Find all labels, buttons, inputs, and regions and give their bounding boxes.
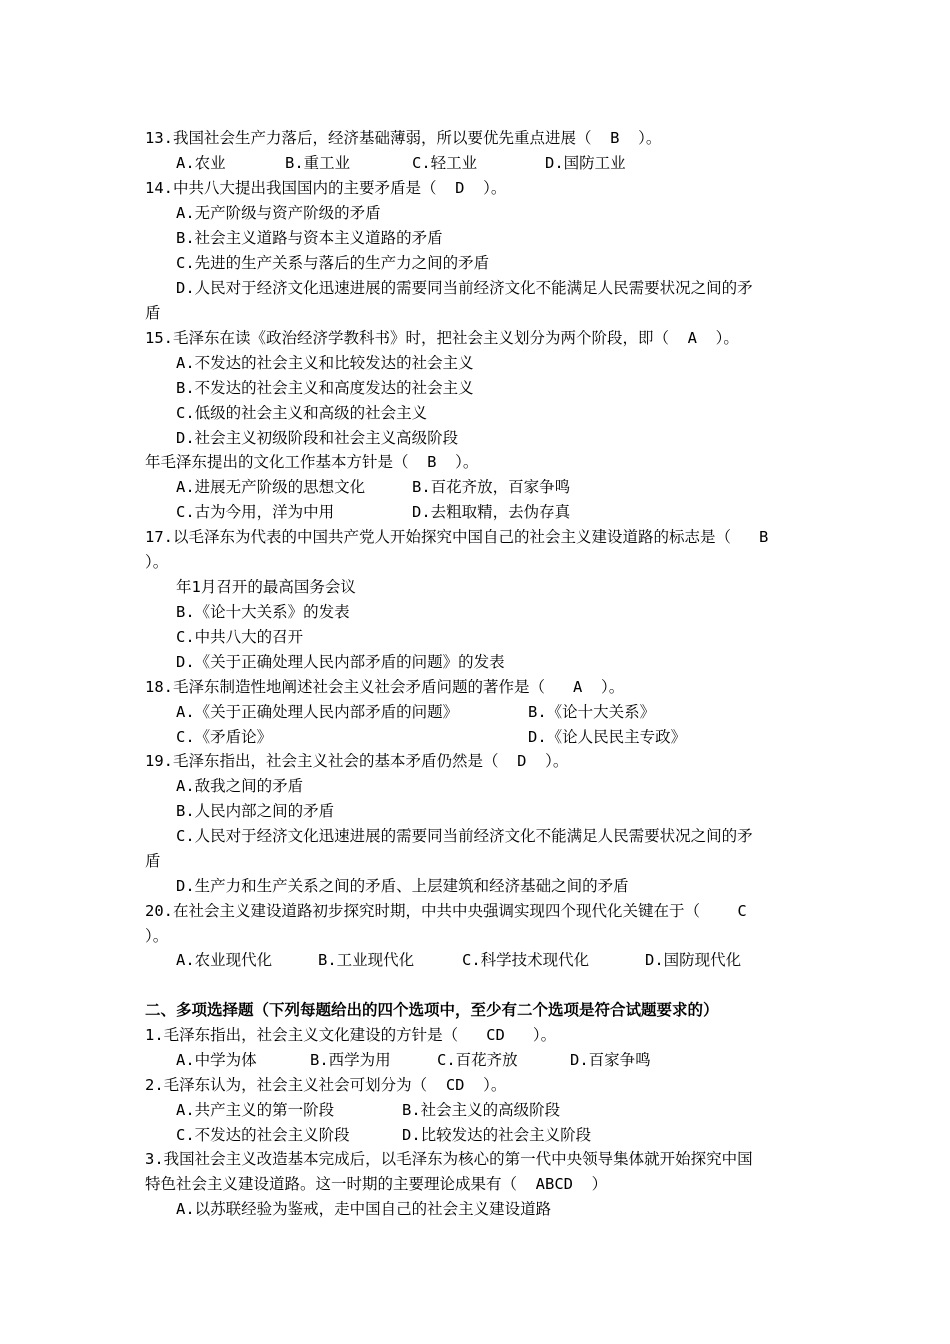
q13-option-a: A.农业 [176,154,226,172]
q17-stem-cont: ）。 [145,553,169,571]
section-heading: 二、多项选择题（下列每题给出的四个选项中，至少有二个选项是符合试题要求的） [145,1001,719,1019]
q15-option-b: B.不发达的社会主义和高度发达的社会主义 [176,379,474,397]
m2-option-a: A.共产主义的第一阶段 [176,1101,335,1119]
q18-option-d: D.《论人民民主专政》 [528,728,687,746]
m1-stem: 1.毛泽东指出，社会主义文化建设的方针是（ CD ）。 [145,1026,557,1044]
m2-option-b: B.社会主义的高级阶段 [402,1101,561,1119]
q19-option-b: B.人民内部之间的矛盾 [176,802,335,820]
q14-stem: 14.中共八大提出我国国内的主要矛盾是（ D ）。 [145,179,507,197]
q16-option-c: C.古为今用，洋为中用 [176,503,335,521]
q17-option-a: 年1月召开的最高国务会议 [176,578,356,596]
q16-option-b: B.百花齐放，百家争鸣 [412,478,571,496]
q19-option-c-cont: 盾 [145,852,161,870]
q16-stem: 年毛泽东提出的文化工作基本方针是（ B ）。 [145,453,479,471]
q14-option-d-cont: 盾 [145,304,161,322]
q13-option-c: C.轻工业 [412,154,478,172]
m1-option-d: D.百家争鸣 [570,1051,651,1069]
q16-option-d: D.去粗取精，去伪存真 [412,503,571,521]
m3-stem-cont: 特色社会主义建设道路。这一时期的主要理论成果有（ ABCD ） [145,1175,608,1193]
q18-option-c: C.《矛盾论》 [176,728,273,746]
q14-option-a: A.无产阶级与资产阶级的矛盾 [176,204,381,222]
q17-stem: 17.以毛泽东为代表的中国共产党人开始探究中国自己的社会主义建设道路的标志是（ B [145,528,769,546]
q13-option-b: B.重工业 [285,154,351,172]
q20-stem-cont: ）。 [145,927,169,945]
q13-stem: 13.我国社会生产力落后，经济基础薄弱，所以要优先重点进展（ B ）。 [145,129,662,147]
q18-stem: 18.毛泽东制造性地阐述社会主义社会矛盾问题的著作是（ A ）。 [145,678,625,696]
q17-option-c: C.中共八大的召开 [176,628,304,646]
q17-option-d: D.《关于正确处理人民内部矛盾的问题》的发表 [176,653,505,671]
q20-option-b: B.工业现代化 [318,951,415,969]
m1-option-c: C.百花齐放 [437,1051,518,1069]
m1-option-a: A.中学为体 [176,1051,257,1069]
q15-stem: 15.毛泽东在读《政治经济学教科书》时，把社会主义划分为两个阶段，即（ A ）。 [145,329,739,347]
q20-option-a: A.农业现代化 [176,951,273,969]
q15-option-d: D.社会主义初级阶段和社会主义高级阶段 [176,429,459,447]
q13-option-d: D.国防工业 [545,154,626,172]
q15-option-a: A.不发达的社会主义和比较发达的社会主义 [176,354,474,372]
m1-option-b: B.西学为用 [310,1051,391,1069]
m3-stem: 3.我国社会主义改造基本完成后，以毛泽东为核心的第一代中央领导集体就开始探究中国 [145,1150,753,1168]
q19-stem: 19.毛泽东指出，社会主义社会的基本矛盾仍然是（ D ）。 [145,752,569,770]
q14-option-c: C.先进的生产关系与落后的生产力之间的矛盾 [176,254,490,272]
q18-option-b: B.《论十大关系》 [528,703,656,721]
q19-option-d: D.生产力和生产关系之间的矛盾、上层建筑和经济基础之间的矛盾 [176,877,629,895]
q14-option-d: D.人民对于经济文化迅速进展的需要同当前经济文化不能满足人民需要状况之间的矛 [176,279,753,297]
m2-option-c: C.不发达的社会主义阶段 [176,1126,350,1144]
q18-option-a: A.《关于正确处理人民内部矛盾的问题》 [176,703,459,721]
q20-stem: 20.在社会主义建设道路初步探究时期，中共中央强调实现四个现代化关键在于（ C [145,902,747,920]
m2-stem: 2.毛泽东认为，社会主义社会可划分为（ CD ）。 [145,1076,507,1094]
q14-option-b: B.社会主义道路与资本主义道路的矛盾 [176,229,443,247]
q15-option-c: C.低级的社会主义和高级的社会主义 [176,404,428,422]
m2-option-d: D.比较发达的社会主义阶段 [402,1126,592,1144]
q20-option-d: D.国防现代化 [645,951,742,969]
q19-option-a: A.敌我之间的矛盾 [176,777,304,795]
q17-option-b: B.《论十大关系》的发表 [176,603,350,621]
q19-option-c: C.人民对于经济文化迅速进展的需要同当前经济文化不能满足人民需要状况之间的矛 [176,827,753,845]
m3-option-a: A.以苏联经验为鉴戒，走中国自己的社会主义建设道路 [176,1200,552,1218]
q16-option-a: A.进展无产阶级的思想文化 [176,478,366,496]
q20-option-c: C.科学技术现代化 [462,951,590,969]
